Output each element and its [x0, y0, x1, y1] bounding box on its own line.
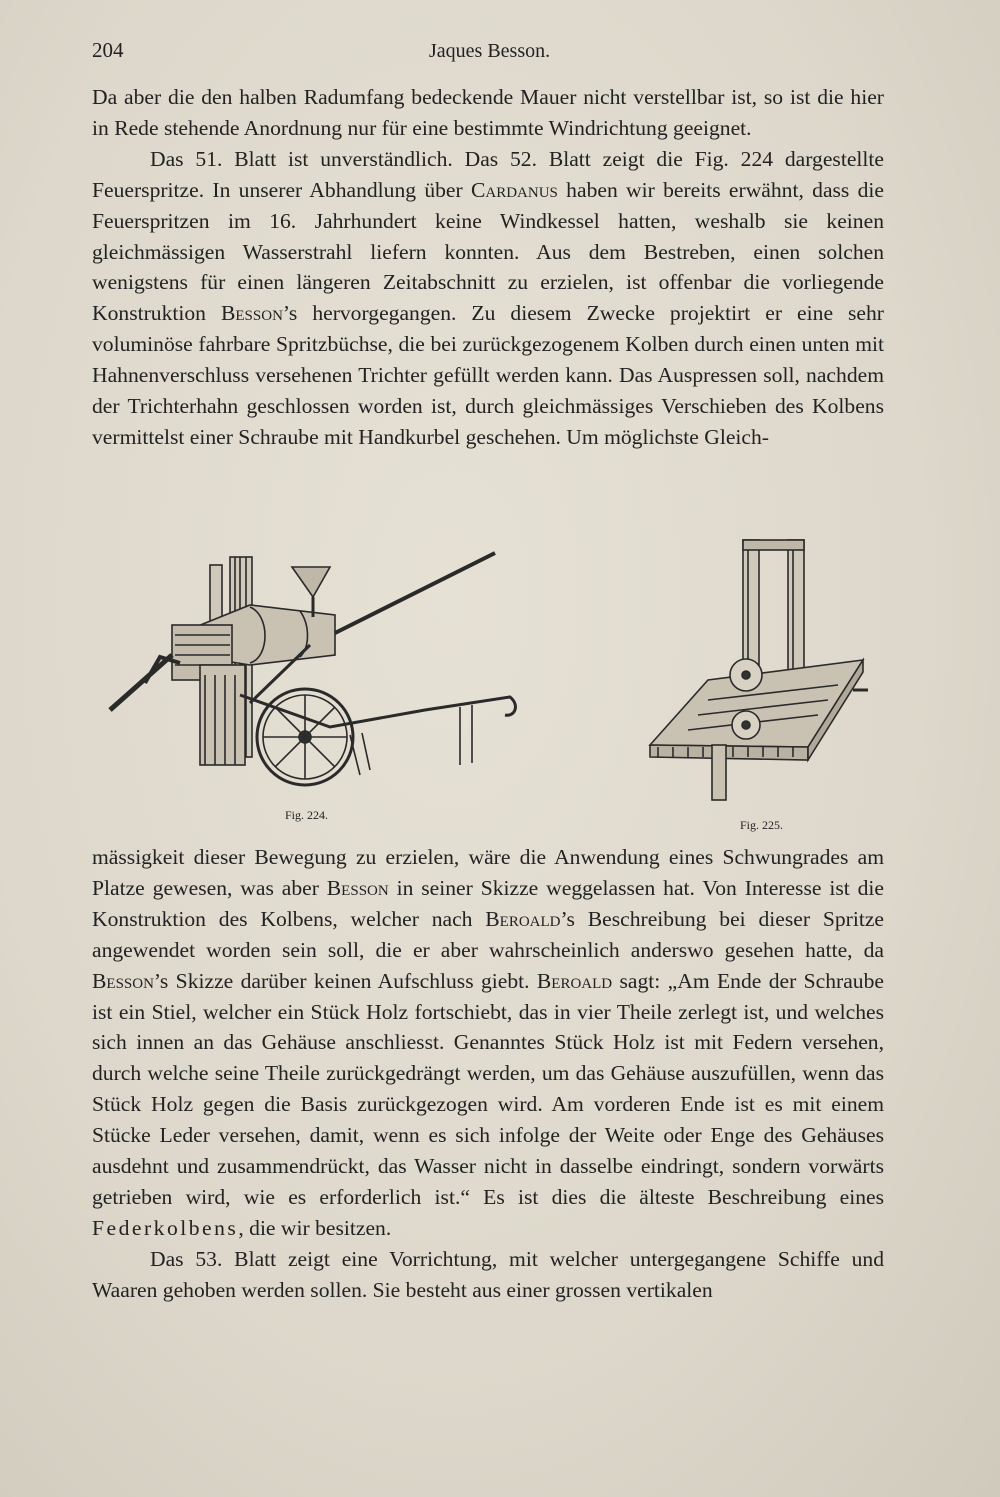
figure-224-fire-engine	[100, 545, 525, 795]
text-run: sagt: „Am Ende der Schraube ist ein Stiel, welcher ein Stück Holz fortschiebt, das in vier Theile zerlegt ist, und welches sich innen an das Gehäuse anschliesst. Genanntes Stück Holz ist mit Federn versehen, durch welche seine Theile zurückgedrängt werden, um das Gehäuse auszufüllen, wenn das Stück Holz gegen die Basis zurückgezogen wird. Am vorderen Ende ist es mit einem Stücke Leder versehen, damit, wenn es sich infolge der Weite oder Enge des Gehäuses ausdehnt und zusammendrückt, das Wasser nicht in dasselbe eindringt, sondern vorwärts getrieben wird, wie es erforderlich ist.“ Es ist dies die älteste Beschreibung eines	[92, 968, 884, 1209]
name-besson: Besson	[326, 875, 389, 900]
page-number: 204	[92, 38, 124, 62]
text-run: haben wir bereits erwähnt, dass die Feuerspritzen im 16. Jahrhundert keine Windkessel hatten, weshalb sie keinen gleichmässigen Wasserstrahl liefern konnten. Aus dem Bestreben, einen solchen wenigstens für einen längeren Zeitabschnitt zu erzielen, ist offenbar die vorliegende Konstruktion	[92, 177, 884, 326]
paragraph-sheet-53: Das 53. Blatt zeigt eine Vorrichtung, mit welcher untergegangene Schiffe und Waaren gehoben werden sollen. Sie besteht aus einer grossen vertikalen	[92, 1246, 884, 1302]
name-beroald: Beroald	[485, 906, 561, 931]
text-run: ’s Beschreibung bei dieser Spritze angewendet worden sein soll, die er aber wahrscheinlich anderswo gesehen hatte, da	[92, 906, 884, 962]
text-run: in seiner Skizze weggelassen hat. Von Interesse ist die Konstruktion des Kolbens, welcher nach	[92, 875, 884, 931]
text-run: , die wir besitzen.	[238, 1215, 392, 1240]
figure-225-apparatus	[648, 535, 870, 805]
text-run: ’s Skizze darüber keinen Aufschluss giebt.	[153, 968, 537, 993]
text-run: ’s hervorgegangen. Zu diesem Zwecke projektirt er eine sehr voluminöse fahrbare Spritzbüchse, die bei zurückgezogenem Kolben durch einen unten mit Hahnenverschluss versehenen Trichter gefüllt werden kann. Das Auspressen soll, nachdem der Trichterhahn geschlossen worden ist, durch gleichmässiges Verschieben des Kolbens vermittelst einer Schraube mit Handkurbel geschehen. Um möglichste Gleich-	[92, 301, 885, 449]
spaced-term-federkolbens: Federkolbens	[92, 1215, 239, 1240]
paragraph-fire-engine	[92, 144, 884, 453]
figure-224-caption: Fig. 224.	[285, 808, 329, 822]
fire-engine-illustration	[100, 545, 525, 795]
apparatus-illustration	[648, 535, 870, 805]
text-run: mässigkeit dieser Bewegung zu erzielen, wäre die Anwendung eines Schwungrades am Platze gewesen, was aber	[92, 845, 884, 900]
name-besson: Besson	[92, 968, 154, 993]
paragraph-piston	[92, 842, 884, 1244]
paragraph-continued: Da aber die den halben Radumfang bedeckende Mauer nicht verstellbar ist, so ist die hier in Rede stehende Anordnung nur für eine bestimmte Windrichtung geeignet.	[92, 85, 884, 140]
running-title: Jaques Besson.	[429, 40, 551, 62]
body-text-bottom	[92, 842, 884, 1306]
name-cardanus: Cardanus	[470, 177, 558, 202]
name-besson: Besson	[220, 301, 283, 326]
figure-225-caption: Fig. 225.	[740, 818, 784, 832]
page-header	[92, 38, 892, 66]
text-run: Das 51. Blatt ist unverständlich. Das 52. Blatt zeigt die Fig. 224 dargestellte Feuerspritze. In unserer Abhandlung über	[92, 146, 884, 202]
body-text-top	[92, 82, 884, 453]
name-beroald: Beroald	[536, 968, 613, 993]
